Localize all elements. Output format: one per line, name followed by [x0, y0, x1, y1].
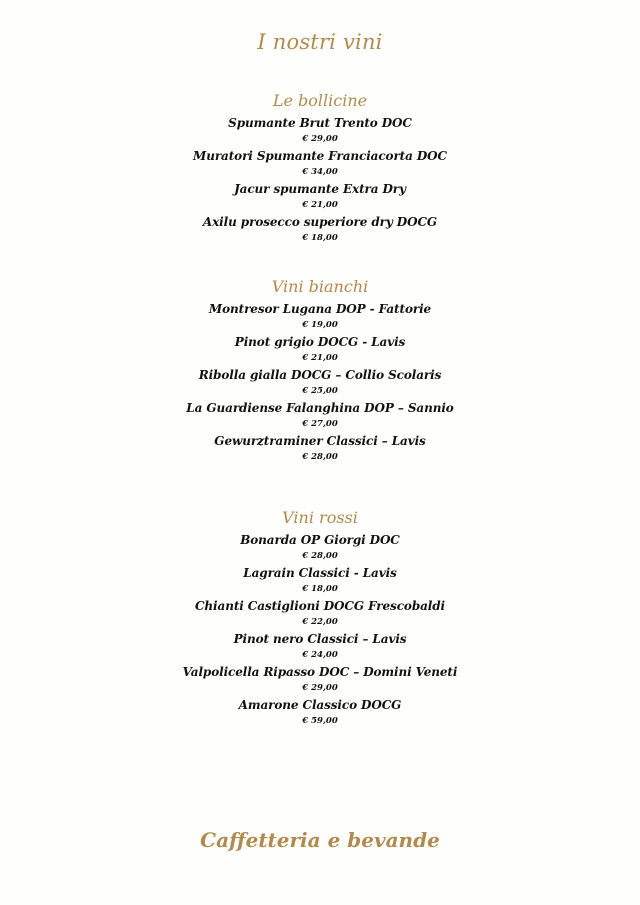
- wine-name: Ribolla gialla DOCG – Collio Scolaris: [198, 368, 442, 382]
- section-bollicine: [0, 90, 640, 246]
- wine-name: Amarone Classico DOCG: [238, 698, 402, 712]
- section-vini-bianchi: [0, 276, 640, 465]
- wine-item: [0, 399, 640, 432]
- wine-name: Muratori Spumante Franciacorta DOC: [193, 149, 447, 163]
- section-heading: Vini rossi: [282, 508, 358, 527]
- wine-item: [0, 531, 640, 564]
- wine-price: € 28,00: [302, 551, 338, 561]
- wine-name: Jacur spumante Extra Dry: [234, 182, 406, 196]
- wine-name: La Guardiense Falanghina DOP – Sannio: [186, 401, 454, 415]
- wine-item: [0, 147, 640, 180]
- wine-name: Valpolicella Ripasso DOC – Domini Veneti: [182, 665, 458, 679]
- wine-price: € 21,00: [302, 200, 338, 210]
- wine-name: Montresor Lugana DOP - Fattorie: [208, 302, 432, 316]
- wine-item: [0, 180, 640, 213]
- wine-name: Lagrain Classici - Lavis: [243, 566, 397, 580]
- section-heading: Vini bianchi: [271, 277, 369, 296]
- wine-price: € 59,00: [302, 716, 338, 726]
- wine-price: € 25,00: [302, 386, 338, 396]
- wine-name: Bonarda OP Giorgi DOC: [240, 533, 400, 547]
- section-vini-rossi: [0, 507, 640, 729]
- wine-name: Gewurztraminer Classici – Lavis: [214, 434, 426, 448]
- wine-price: € 19,00: [302, 320, 338, 330]
- wine-price: € 18,00: [302, 584, 338, 594]
- wine-price: € 29,00: [302, 134, 338, 144]
- wine-price: € 29,00: [302, 683, 338, 693]
- wine-price: € 24,00: [302, 650, 338, 660]
- wine-item: [0, 432, 640, 465]
- wine-price: € 21,00: [302, 353, 338, 363]
- wine-name: Chianti Castiglioni DOCG Frescobaldi: [194, 599, 445, 613]
- wine-name: Pinot nero Classici – Lavis: [233, 632, 407, 646]
- wine-price: € 22,00: [302, 617, 338, 627]
- wine-price: € 34,00: [302, 167, 338, 177]
- section-heading: Le bollicine: [272, 91, 368, 110]
- wine-name: Pinot grigio DOCG - Lavis: [234, 335, 406, 349]
- wine-item: [0, 333, 640, 366]
- wine-item: [0, 300, 640, 333]
- page-title: I nostri vini: [257, 30, 383, 54]
- wine-item: [0, 696, 640, 729]
- wine-item: [0, 597, 640, 630]
- wine-name: Axilu prosecco superiore dry DOCG: [202, 215, 438, 229]
- footer-section-title: Caffetteria e bevande: [200, 828, 440, 852]
- wine-item: [0, 663, 640, 696]
- wine-name: Spumante Brut Trento DOC: [228, 116, 412, 130]
- wine-price: € 27,00: [302, 419, 338, 429]
- wine-price: € 18,00: [302, 233, 338, 243]
- wine-item: [0, 213, 640, 246]
- wine-item: [0, 114, 640, 147]
- wine-item: [0, 564, 640, 597]
- wine-item: [0, 630, 640, 663]
- wine-item: [0, 366, 640, 399]
- wine-price: € 28,00: [302, 452, 338, 462]
